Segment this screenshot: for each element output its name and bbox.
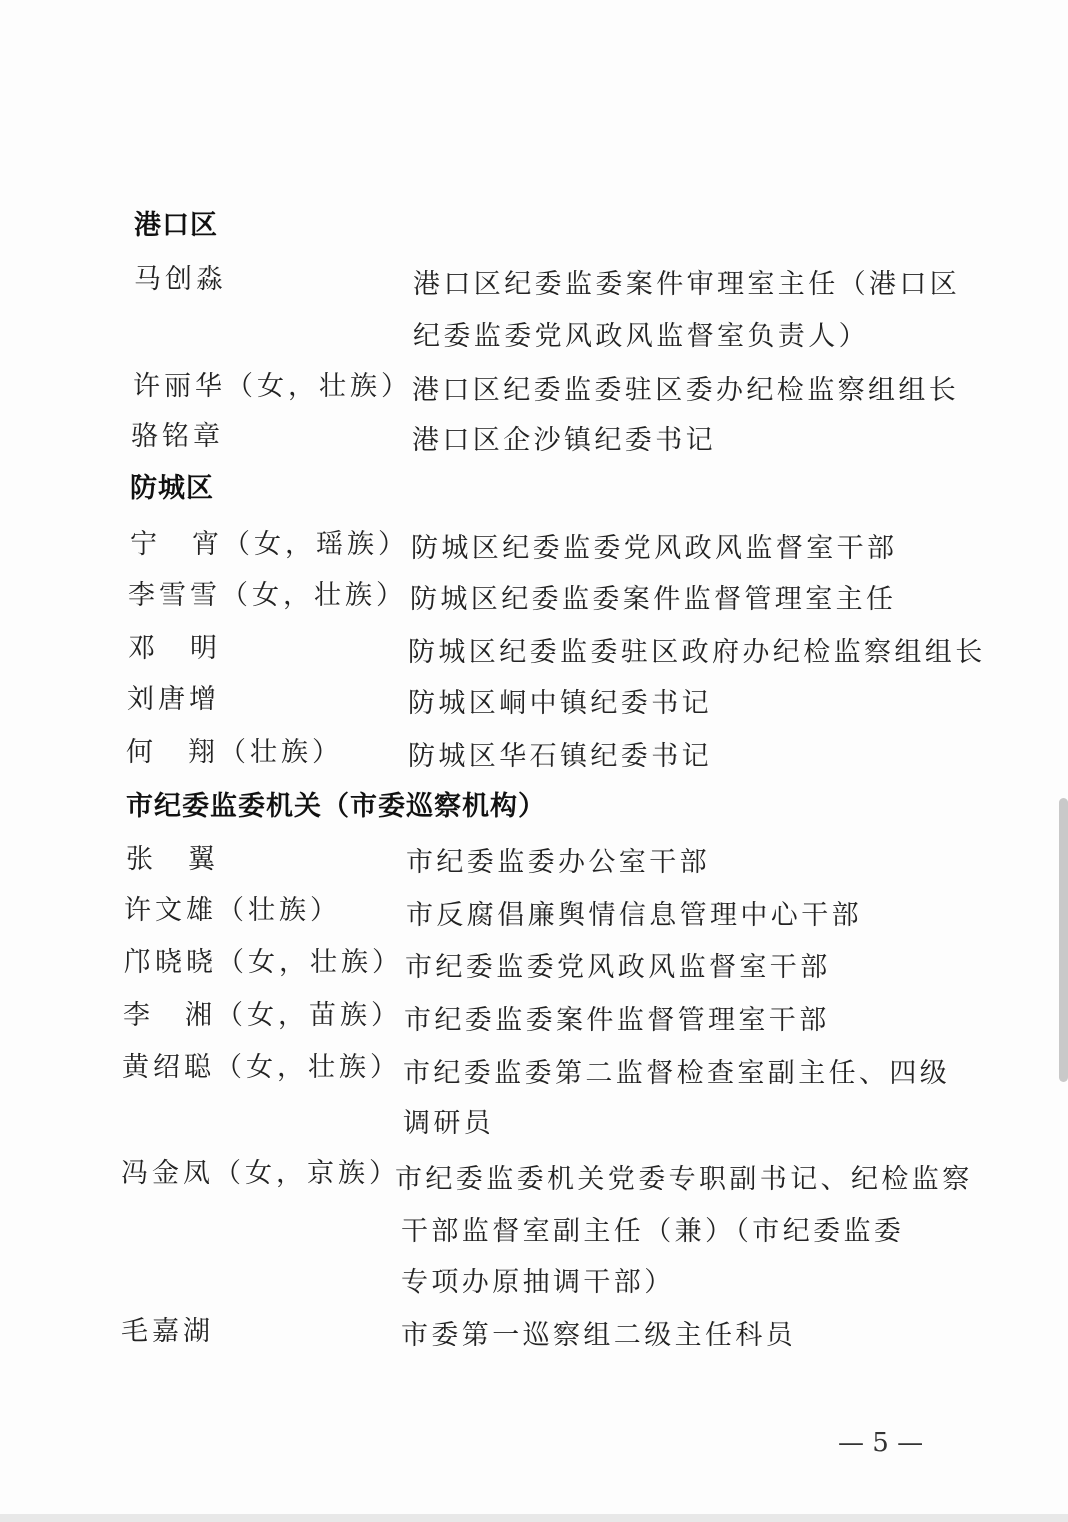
page-number: — 5 — — [838, 1428, 924, 1458]
person-title-line: 市反腐倡廉舆情信息管理中心干部 — [406, 900, 862, 931]
person-name: 何 翔（壮族） — [126, 737, 343, 768]
person-name: 李 湘（女，苗族） — [123, 1000, 402, 1031]
person-title-line: 防城区纪委监委驻区政府办纪检监察组组长 — [408, 637, 986, 668]
person-title-line: 防城区纪委监委党风政风监督室干部 — [411, 533, 898, 564]
person-title-line: 防城区华石镇纪委书记 — [408, 741, 712, 772]
person-title-line: 干部监督室副主任（兼）（市纪委监委 — [401, 1216, 905, 1247]
person-title-line: 港口区纪委监委驻区委办纪检监察组组长 — [412, 375, 960, 406]
person-name: 马创淼 — [134, 264, 227, 295]
person-name: 骆铭章 — [131, 421, 224, 452]
vertical-scrollbar[interactable] — [1059, 798, 1068, 1082]
person-title-line: 港口区纪委监委案件审理室主任（港口区 — [413, 269, 961, 300]
person-title-line: 市纪委监委机关党委专职副书记、纪检监察 — [395, 1164, 973, 1195]
person-title-line: 专项办原抽调干部） — [401, 1267, 675, 1298]
page-bottom-edge — [0, 1514, 1068, 1522]
person-title-line: 市委第一巡察组二级主任科员 — [401, 1320, 797, 1351]
person-title-line: 市纪委监委办公室干部 — [406, 847, 710, 878]
person-name: 邓 明 — [128, 633, 221, 664]
person-title-line: 防城区峒中镇纪委书记 — [408, 688, 712, 719]
person-title-line: 市纪委监委案件监督管理室干部 — [404, 1005, 830, 1036]
person-title-line: 市纪委监委党风政风监督室干部 — [405, 952, 831, 983]
section-title-gangkou: 港口区 — [134, 210, 218, 241]
person-name: 毛嘉湖 — [121, 1316, 214, 1347]
person-name: 黄绍聪（女，壮族） — [122, 1052, 401, 1083]
person-name: 李雪雪（女，壮族） — [128, 580, 407, 611]
person-name: 张 翼 — [126, 844, 219, 875]
section-title-city-commission: 市纪委监委机关（市委巡察机构） — [126, 791, 546, 822]
person-name: 冯金凤（女，京族） — [121, 1158, 400, 1189]
person-name: 宁 宵（女，瑶族） — [130, 529, 409, 560]
person-title-line: 防城区纪委监委案件监督管理室主任 — [410, 584, 897, 615]
person-title-line: 港口区企沙镇纪委书记 — [412, 425, 716, 456]
person-name: 许丽华（女，壮族） — [133, 371, 412, 402]
person-name: 刘唐增 — [127, 684, 220, 715]
person-title-line: 调研员 — [403, 1108, 495, 1139]
person-title-line: 市纪委监委第二监督检查室副主任、四级 — [403, 1058, 951, 1089]
section-title-fangcheng: 防城区 — [130, 473, 214, 504]
person-name: 邝晓晓（女，壮族） — [124, 947, 403, 978]
person-name: 许文雄（壮族） — [124, 895, 341, 926]
person-title-line: 纪委监委党风政风监督室负责人） — [413, 321, 869, 352]
